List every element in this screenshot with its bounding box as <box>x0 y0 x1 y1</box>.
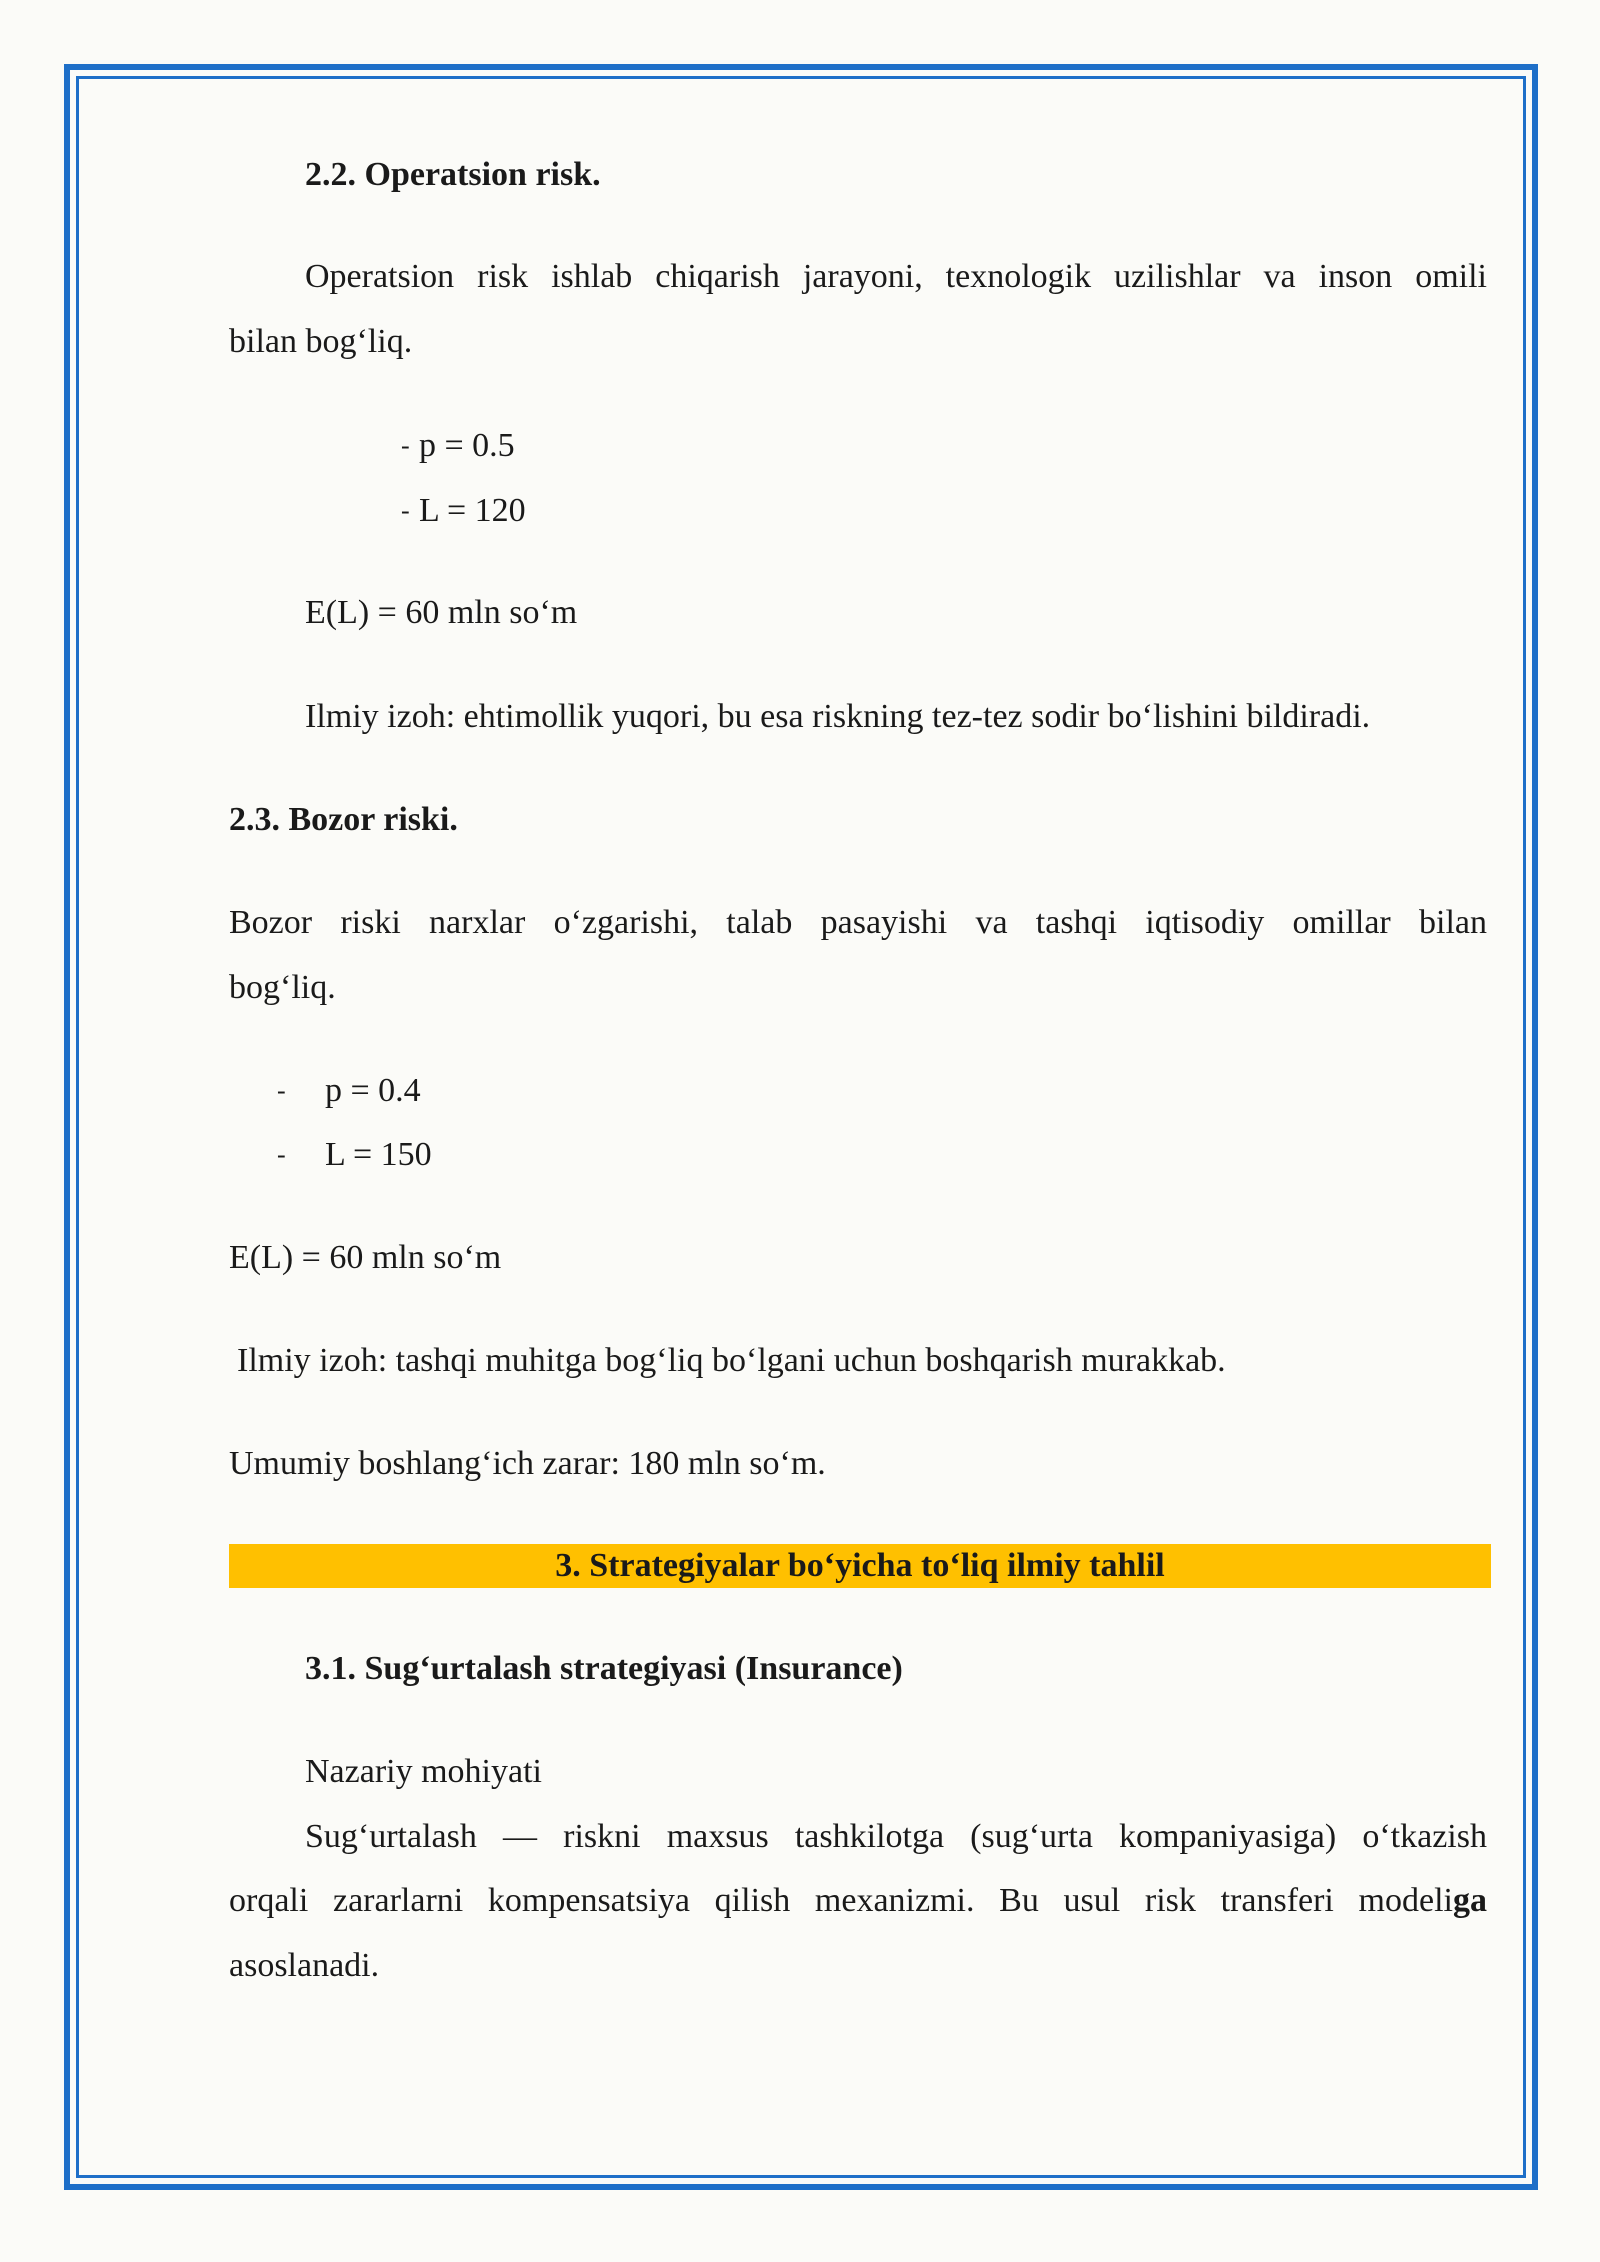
bullet-text: L = 120 <box>419 492 526 529</box>
section-3-1-paragraph-line-3: asoslanadi. <box>229 1947 380 1984</box>
section-2-3-expected-loss: E(L) = 60 mln so‘m <box>229 1239 502 1276</box>
section-3-1-subheading: 3.1. Sug‘urtalash strategiyasi (Insurance) <box>305 1650 903 1687</box>
dash-bullet: - <box>277 1076 286 1105</box>
section-2-3-scientific-note: Ilmiy izoh: tashqi muhitga bog‘liq bo‘lgani uchun boshqarish murakkab. <box>237 1342 1226 1379</box>
section-3-1-paragraph-line-1: Sug‘urtalash — riskni maxsus tashkilotga (sug‘urta kompaniyasiga) o‘tkazish <box>305 1818 1487 1855</box>
section-2-3-heading: 2.3. Bozor riski. <box>229 801 458 838</box>
section-2-3-paragraph-line-1: Bozor riski narxlar o‘zgarishi, talab pasayishi va tashqi iqtisodiy omillar bilan <box>229 904 1487 941</box>
section-3-1-paragraph-line-2 <box>229 1878 1487 1924</box>
dash-bullet: - <box>401 431 410 460</box>
dash-bullet: - <box>401 496 410 525</box>
section-2-2-paragraph-line-2: bilan bog‘liq. <box>229 323 413 360</box>
total-initial-loss: Umumiy boshlang‘ich zarar: 180 mln so‘m. <box>229 1445 826 1482</box>
bullet-text: L = 150 <box>325 1136 432 1173</box>
paragraph-line-2-bold-suffix: ga <box>1453 1882 1487 1919</box>
section-2-2-paragraph-line-1: Operatsion risk ishlab chiqarish jarayoni, texnologik uzilishlar va inson omili <box>305 258 1487 295</box>
section-2-3-paragraph-line-2: bog‘liq. <box>229 969 336 1006</box>
bullet-text: p = 0.4 <box>325 1072 421 1109</box>
section-3-heading: 3. Strategiyalar bo‘yicha to‘liq ilmiy tahlil <box>555 1547 1165 1584</box>
page-border-inner <box>76 76 1526 2178</box>
section-2-2-scientific-note: Ilmiy izoh: ehtimollik yuqori, bu esa riskning tez-tez sodir bo‘lishini bildiradi. <box>305 698 1371 735</box>
paragraph-line-2-main: orqali zararlarni kompensatsiya qilish mexanizmi. Bu usul risk transferi modeli <box>229 1882 1453 1919</box>
dash-bullet: - <box>277 1140 286 1169</box>
section-2-2-expected-loss: E(L) = 60 mln so‘m <box>305 594 578 631</box>
bullet-text: p = 0.5 <box>419 427 515 464</box>
section-2-2-heading: 2.2. Operatsion risk. <box>305 156 601 193</box>
theory-label: Nazariy mohiyati <box>305 1753 542 1790</box>
